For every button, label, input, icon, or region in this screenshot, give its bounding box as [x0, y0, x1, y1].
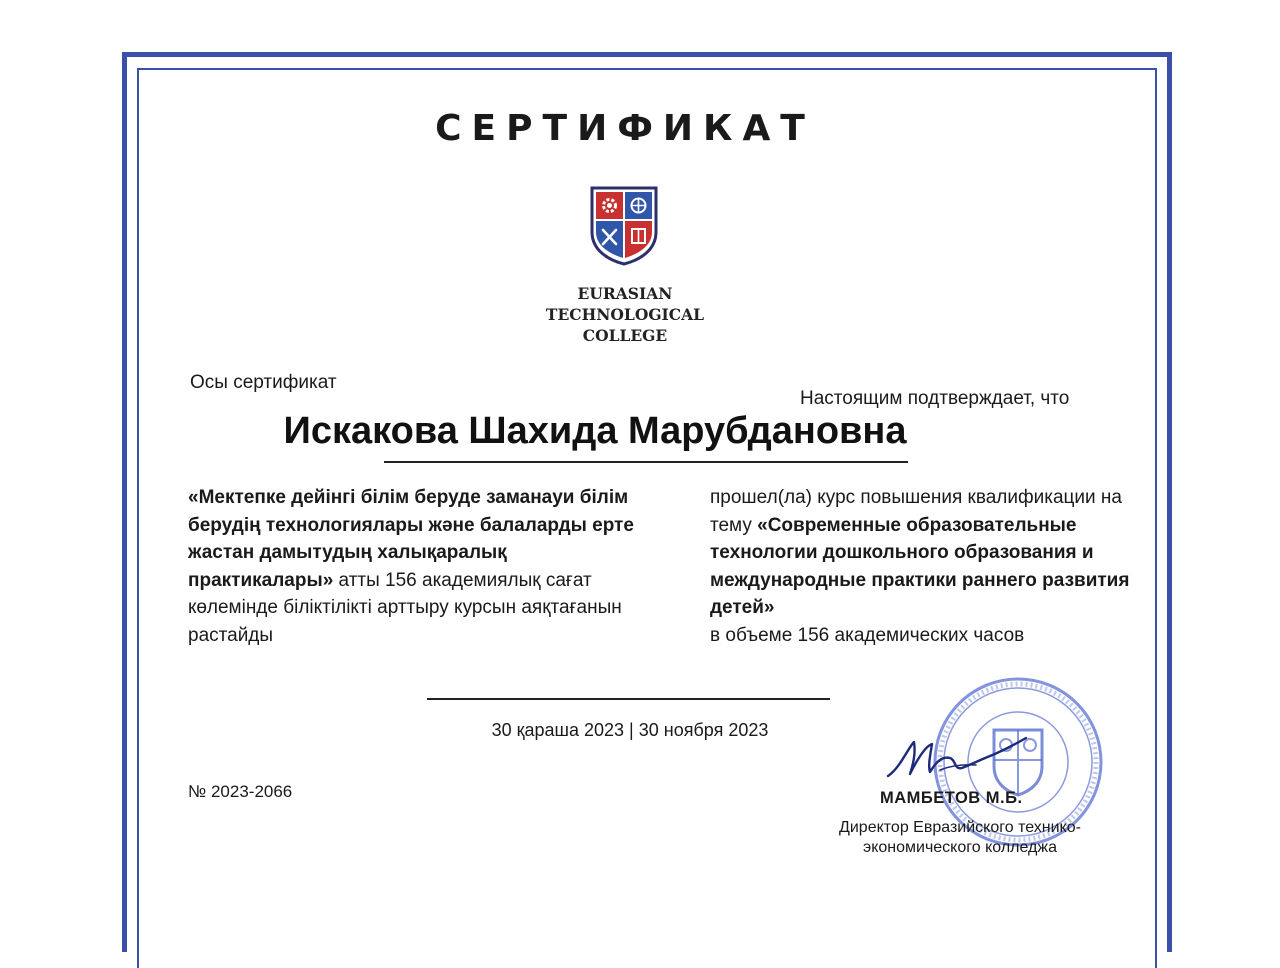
- director-signature: [880, 728, 1030, 788]
- russian-course-title: «Современные образовательные технологии дошкольного образования и международные практики раннего развития детей»: [710, 514, 1130, 619]
- certificate-title: СЕРТИФИКАТ: [435, 108, 815, 149]
- college-shield-logo: [590, 186, 658, 266]
- signer-title-line: Директор Евразийского технико-: [839, 819, 1081, 836]
- certificate-number: № 2023-2066: [188, 782, 293, 801]
- kazakh-course-title: «Мектепке дейінгі білім беруде заманауи білім берудің технологиялары және балаларды ерте жастан дамытудың халықаралық практикалары»: [188, 487, 634, 591]
- name-underline: [384, 461, 908, 463]
- issue-date: 30 қараша 2023 | 30 ноября 2023: [491, 720, 769, 740]
- college-name-line: EURASIAN: [577, 284, 673, 303]
- kazakh-intro: Осы сертификат: [190, 372, 337, 393]
- russian-course-text: [710, 484, 1130, 650]
- college-name: [525, 283, 725, 346]
- russian-course-rest: в объеме 156 академических часов: [710, 624, 1025, 646]
- kazakh-course-rest: атты 156 академиялық сағат көлемінде біліктілікті арттыру курсын аяқтағанын растайды: [188, 569, 622, 646]
- signer-title-line: экономического колледжа: [863, 839, 1057, 856]
- college-name-line: TECHNOLOGICAL: [545, 305, 705, 324]
- date-separator-line: [427, 698, 830, 700]
- compass-icon: [632, 199, 646, 213]
- russian-intro: Настоящим подтверждает, что: [800, 388, 1070, 409]
- russian-course-lead: прошел(ла) курс повышения квалификации на тему: [710, 487, 1122, 536]
- recipient-name: Искакова Шахида Марубдановна: [283, 410, 907, 452]
- signer-name: МАМБЕТОВ М.Б.: [880, 789, 1023, 807]
- college-name-line: COLLEGE: [582, 326, 668, 345]
- signer-title: [810, 818, 1110, 858]
- kazakh-course-text: [188, 484, 638, 650]
